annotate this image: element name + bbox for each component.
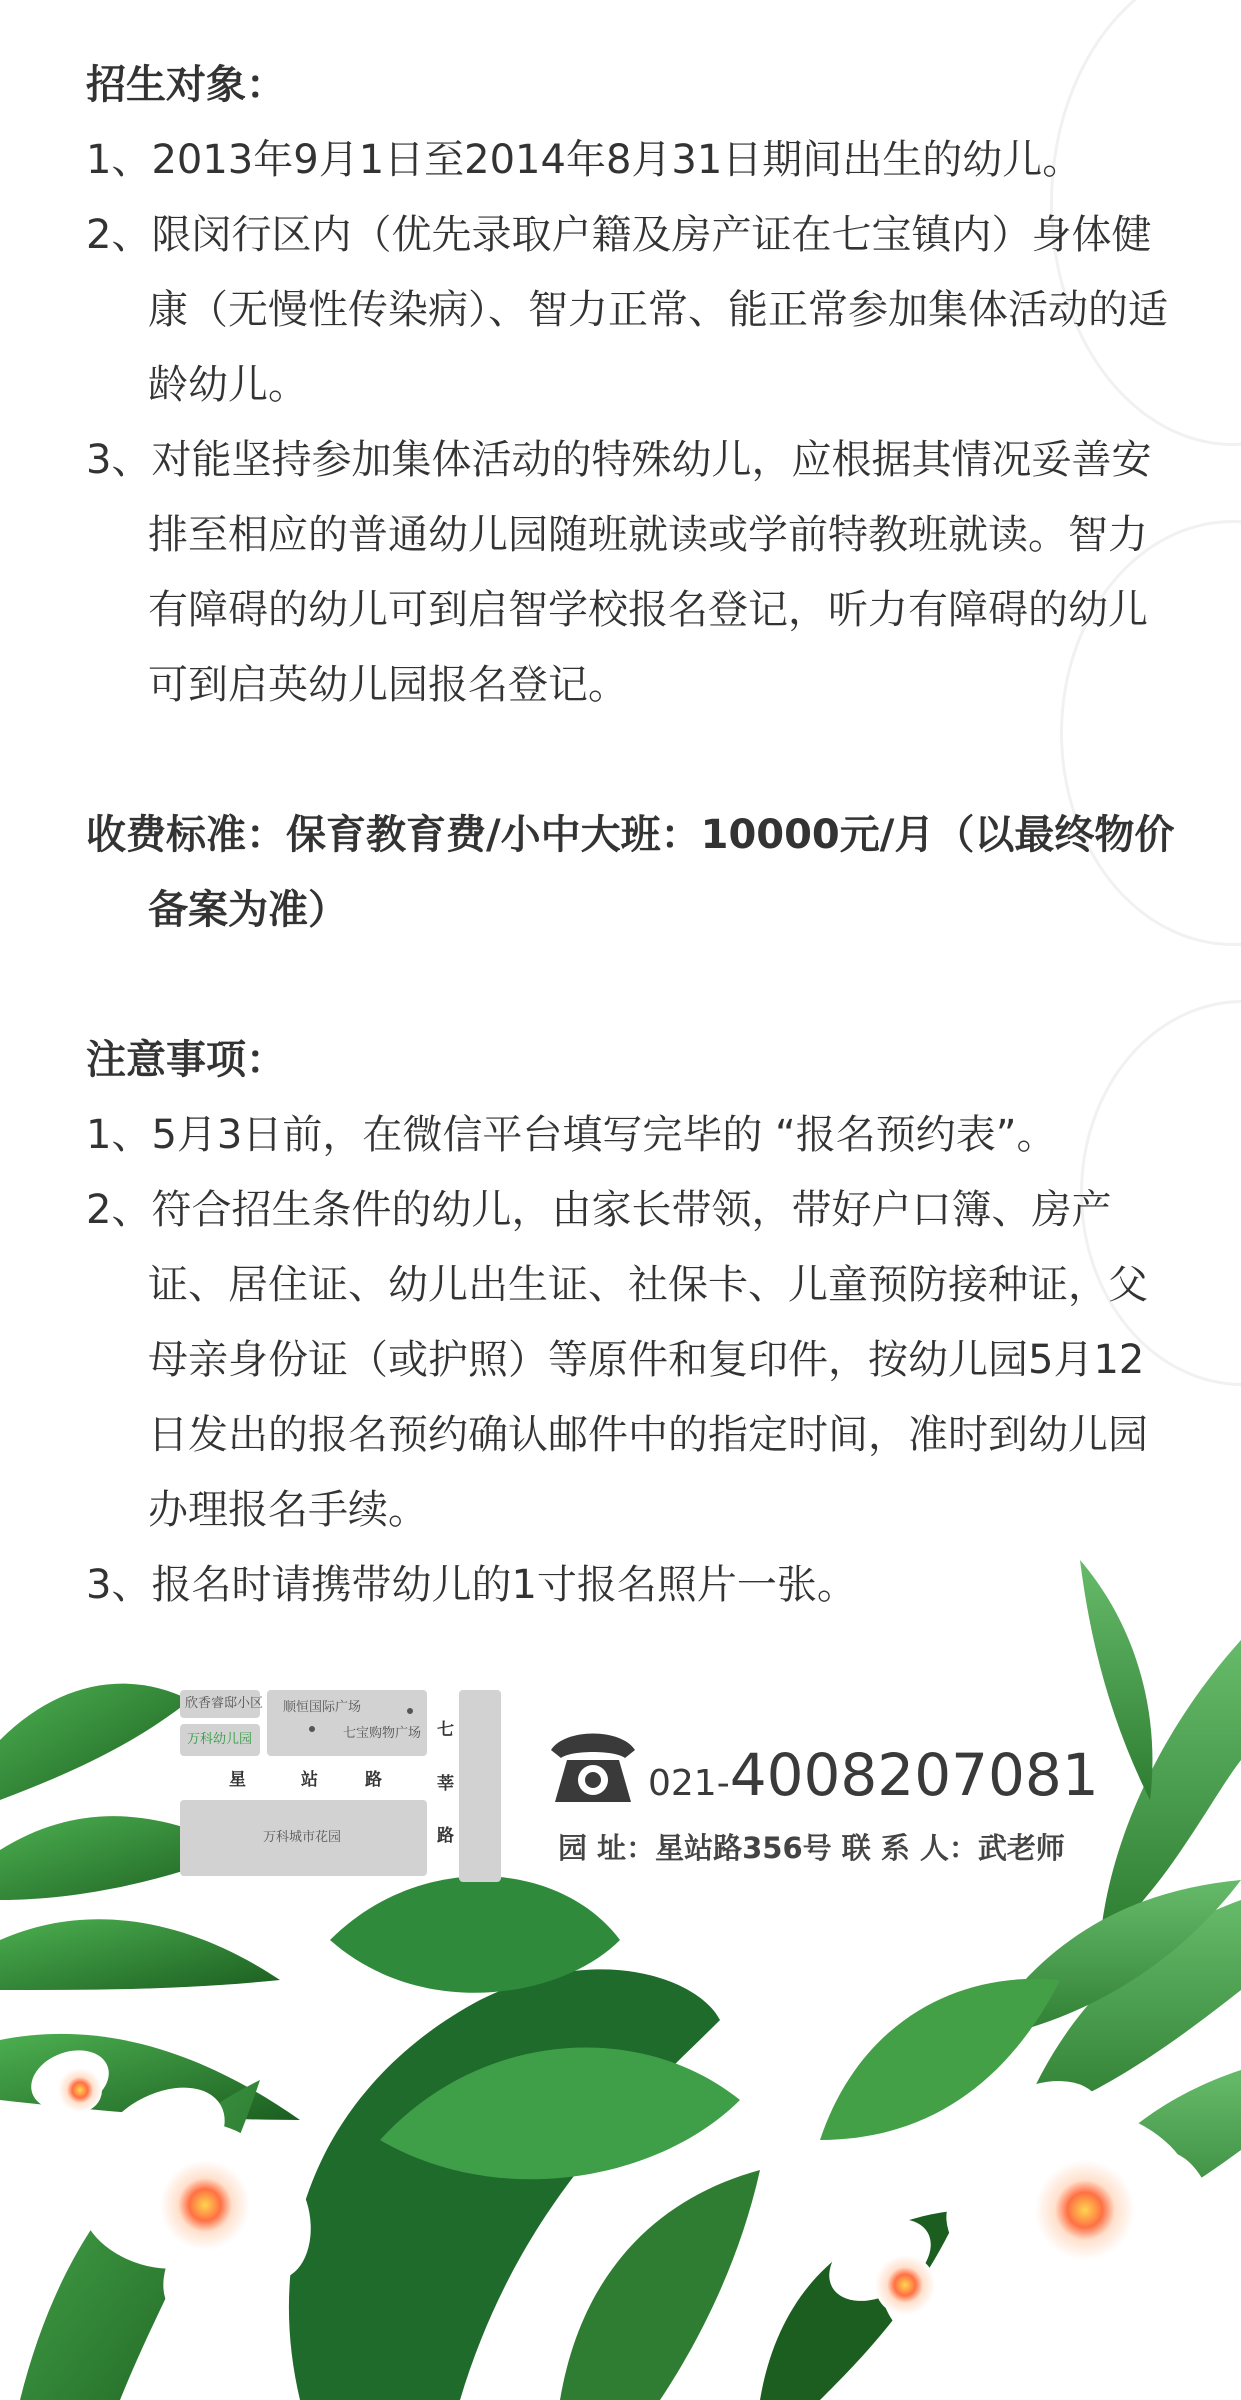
map-label-kindergarten: 万科幼儿园 bbox=[187, 1732, 253, 1747]
notes-item: 3、报名时请携带幼儿的1寸报名照片一张。 bbox=[86, 1562, 857, 1608]
map-marker bbox=[407, 1708, 413, 1714]
enrollment-heading: 招生对象： bbox=[86, 62, 286, 108]
enrollment-item: 3、对能坚持参加集体活动的特殊幼儿，应根据其情况妥善安排至相应的普通幼儿园随班就读或学前特教班就读。智力有障碍的幼儿可到启智学校报名登记，听力有障碍的幼儿可到启英幼儿园报名登记。 bbox=[86, 437, 1152, 708]
notes-item: 1、5月3日前，在微信平台填写完毕的 “报名预约表”。 bbox=[86, 1112, 1057, 1158]
map-marker bbox=[309, 1726, 315, 1732]
tropical-foliage-decoration bbox=[0, 1380, 1241, 2400]
map-road-block bbox=[459, 1690, 501, 1882]
road-label-qixin: 莘 bbox=[437, 1774, 454, 1794]
section-gap bbox=[86, 948, 1176, 1023]
phone-number bbox=[648, 1740, 1099, 1819]
fee-standard: 收费标准：保育教育费/小中大班：10000元/月（以最终物价备案为准） bbox=[86, 812, 1175, 933]
road-label-qixin: 路 bbox=[437, 1826, 454, 1846]
map-label-plaza: 顺恒国际广场 bbox=[283, 1700, 362, 1715]
road-label-xingzhan: 星 bbox=[229, 1770, 246, 1790]
map-label-xinxiang: 欣香睿邸小区 bbox=[185, 1696, 264, 1711]
phone-main: 4008207081 bbox=[729, 1741, 1099, 1809]
enrollment-item: 2、限闵行区内（优先录取户籍及房产证在七宝镇内）身体健康（无慢性传染病）、智力正常、能正常参加集体活动的适龄幼儿。 bbox=[86, 212, 1168, 408]
telephone-icon bbox=[545, 1720, 641, 1810]
notes-heading: 注意事项： bbox=[86, 1037, 286, 1083]
map-label-mall: 七宝购物广场 bbox=[343, 1726, 422, 1741]
road-label-qixin: 七 bbox=[437, 1720, 454, 1740]
enrollment-item: 1、2013年9月1日至2014年8月31日期间出生的幼儿。 bbox=[86, 137, 1083, 183]
notes-item: 2、符合招生条件的幼儿，由家长带领，带好户口簿、房产证、居住证、幼儿出生证、社保卡、儿童预防接种证，父母亲身份证（或护照）等原件和复印件，按幼儿园5月12日发出的报名预约确认邮件中的指定时间，准时到幼儿园办理报名手续。 bbox=[86, 1187, 1148, 1533]
road-label-xingzhan: 路 bbox=[365, 1770, 382, 1790]
location-map bbox=[175, 1690, 505, 1882]
road-label-xingzhan: 站 bbox=[301, 1770, 318, 1790]
phone-prefix: 021- bbox=[648, 1763, 730, 1804]
section-gap bbox=[86, 723, 1176, 798]
address-contact-line: 园 址：星站路356号 联 系 人：武老师 bbox=[558, 1831, 1065, 1865]
map-label-garden: 万科城市花园 bbox=[263, 1830, 342, 1845]
